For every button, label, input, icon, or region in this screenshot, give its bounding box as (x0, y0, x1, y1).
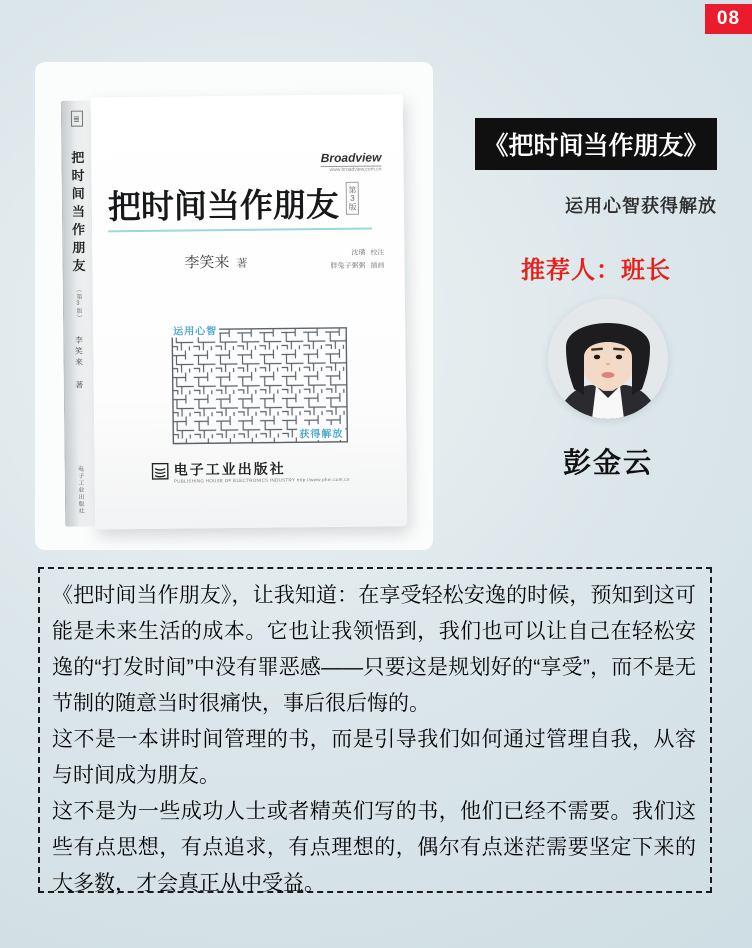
publisher-text (174, 461, 350, 484)
maze-label-bottom: 获得解放 (297, 425, 345, 441)
book-front-cover (91, 94, 408, 529)
avatar-portrait-icon (548, 299, 668, 419)
review-text-box (38, 567, 712, 893)
maze-label-top: 运用心智 (171, 322, 219, 338)
author-role: 著 (236, 257, 248, 270)
book-title-banner: 《把时间当作朋友》 (475, 118, 717, 170)
spine-edition: （第3版） (74, 286, 82, 322)
cover-title-row (108, 179, 360, 229)
broadview-url: www.broadview.com.cn (321, 165, 382, 173)
publisher-name: 电子工业出版社 (173, 460, 286, 478)
book-photo (35, 62, 433, 550)
review-paragraph: 这不是一本讲时间管理的书，而是引导我们如何通过管理自我，从容与时间成为朋友。 (52, 728, 696, 787)
book-subtitle: 运用心智获得解放 (565, 196, 717, 216)
broadview-brand (321, 150, 382, 173)
author-name: 李笑来 (184, 254, 230, 272)
page-number-badge: 08 (705, 4, 752, 34)
cover-title-underline (108, 228, 372, 233)
publisher-block (95, 460, 407, 484)
publisher-logo-icon (152, 463, 169, 480)
recommender-label: 推荐人：班长 (521, 257, 671, 284)
spine-author: 李笑来 著 (74, 335, 84, 392)
publisher-subtext: PUBLISHING HOUSE OF ELECTRONICS INDUSTRY http://www.phei.com.cn (173, 476, 350, 484)
spine-publisher: 电子工业出版社 (76, 465, 84, 515)
cover-credits (330, 246, 384, 273)
spine-title: 把时间当作朋友 (69, 150, 86, 277)
review-paragraph: 《把时间当作朋友》，让我知道：在享受轻松安逸的时候，预知到这可能是未来生活的成本。它也让我领悟到，我们也可以让自己在轻松安逸的“打发时间”中没有罪恶感——只要这是规划好的“享受”，而不是无节制的随意当时很痛快，事后很后悔的。 (52, 584, 696, 715)
broadview-logo: Broadview (320, 150, 382, 166)
cover-author (184, 251, 247, 273)
book-spine (61, 100, 95, 526)
broadview-spine-logo-icon: ≣ (70, 111, 82, 127)
edition-tag: 第3版 (346, 182, 360, 215)
book-3d (61, 94, 408, 530)
recommender-avatar (548, 299, 668, 419)
cover-title: 把时间当作朋友 (107, 185, 340, 226)
credit-line: 胖兔子粥粥 插画 (330, 262, 385, 271)
review-paragraph: 这不是为一些成功人士或者精英们写的书，他们已经不需要。我们这些有点思想，有点追求，有点理想的，偶尔有点迷茫需要坚定下来的大多数，才会真正从中受益。 (52, 800, 696, 895)
credit-line: 沈璜 校注 (351, 249, 385, 257)
maze-graphic (171, 327, 348, 445)
recommender-name: 彭金云 (562, 447, 653, 478)
